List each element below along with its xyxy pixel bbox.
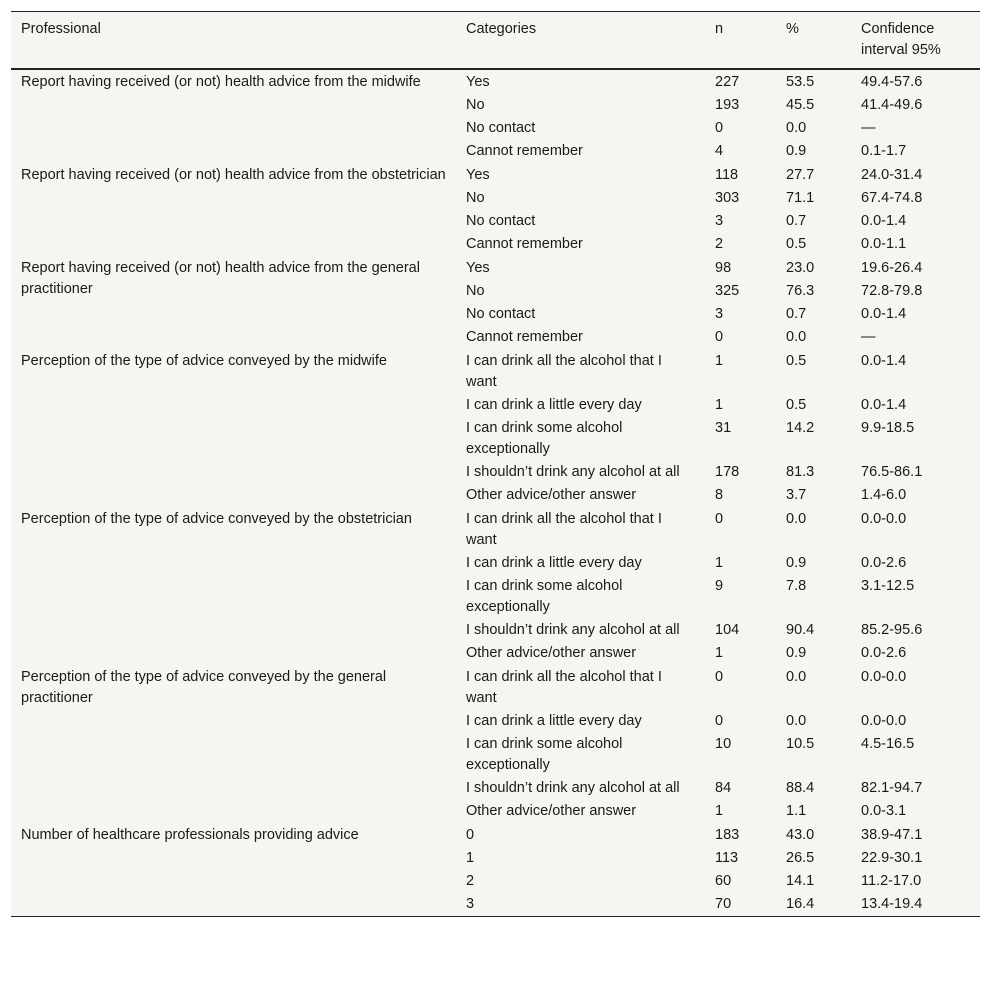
ci-cell: 0.0-2.6 xyxy=(861,555,907,571)
category-cell: I can drink all the alcohol that I want xyxy=(466,353,662,390)
ci-cell: 0.0-3.1 xyxy=(861,803,907,819)
percent-cell: 0.7 xyxy=(786,306,807,322)
percent-cell: 23.0 xyxy=(786,260,815,276)
header-percent: % xyxy=(786,21,799,37)
percent-cell: 0.9 xyxy=(786,645,807,661)
n-cell: 3 xyxy=(715,306,724,322)
ci-cell: 0.0-0.0 xyxy=(861,669,907,685)
category-cell: I can drink some alcohol exceptionally xyxy=(466,578,623,615)
category-cell: Cannot remember xyxy=(466,329,583,345)
category-cell: I can drink a little every day xyxy=(466,397,642,413)
percent-cell: 53.5 xyxy=(786,74,815,90)
n-cell: 0 xyxy=(715,713,724,729)
category-cell: No contact xyxy=(466,120,536,136)
ci-cell: 67.4-74.8 xyxy=(861,190,923,206)
n-cell: 193 xyxy=(715,97,740,113)
ci-cell: 0.0-1.4 xyxy=(861,353,907,369)
n-cell: 31 xyxy=(715,420,732,436)
ci-cell: 0.0-1.4 xyxy=(861,397,907,413)
n-cell: 0 xyxy=(715,120,724,136)
header-row xyxy=(11,12,980,70)
table-row xyxy=(11,256,980,280)
percent-cell: 0.5 xyxy=(786,353,807,369)
ci-cell: 24.0-31.4 xyxy=(861,167,923,183)
header-confidence-interval: Confidence interval 95% xyxy=(861,21,941,58)
percent-cell: 81.3 xyxy=(786,464,815,480)
category-cell: I can drink all the alcohol that I want xyxy=(466,511,662,548)
table-row xyxy=(11,69,980,94)
ci-cell: 0.0-1.4 xyxy=(861,306,907,322)
n-cell: 9 xyxy=(715,578,724,594)
table-header xyxy=(11,12,980,70)
header-categories: Categories xyxy=(466,21,537,37)
ci-cell: 85.2-95.6 xyxy=(861,622,923,638)
category-cell: I shouldn’t drink any alcohol at all xyxy=(466,464,680,480)
ci-cell: 0.0-1.4 xyxy=(861,213,907,229)
ci-cell: 76.5-86.1 xyxy=(861,464,923,480)
category-cell: Other advice/other answer xyxy=(466,645,637,661)
category-cell: Yes xyxy=(466,74,490,90)
ci-cell: 41.4-49.6 xyxy=(861,97,923,113)
category-cell: I shouldn’t drink any alcohol at all xyxy=(466,780,680,796)
table-row xyxy=(11,349,980,394)
n-cell: 1 xyxy=(715,397,724,413)
percent-cell: 10.5 xyxy=(786,736,815,752)
ci-cell: 0.0-2.6 xyxy=(861,645,907,661)
ci-cell: 1.4-6.0 xyxy=(861,487,907,503)
percent-cell: 7.8 xyxy=(786,578,807,594)
header-professional: Professional xyxy=(21,21,101,37)
category-cell: I can drink all the alcohol that I want xyxy=(466,669,662,706)
n-cell: 10 xyxy=(715,736,732,752)
category-cell: Cannot remember xyxy=(466,236,583,252)
group-label: Report having received (or not) health advice from the general practitioner xyxy=(21,260,420,297)
ci-cell: 82.1-94.7 xyxy=(861,780,923,796)
percent-cell: 3.7 xyxy=(786,487,807,503)
percent-cell: 14.1 xyxy=(786,873,815,889)
group-label: Report having received (or not) health advice from the obstetrician xyxy=(21,167,446,183)
advice-table xyxy=(11,11,980,917)
category-cell: 0 xyxy=(466,827,475,843)
table-row xyxy=(11,665,980,710)
n-cell: 227 xyxy=(715,74,740,90)
percent-cell: 0.9 xyxy=(786,555,807,571)
table-body xyxy=(11,69,980,917)
n-cell: 3 xyxy=(715,213,724,229)
percent-cell: 90.4 xyxy=(786,622,815,638)
n-cell: 0 xyxy=(715,669,724,685)
percent-cell: 0.5 xyxy=(786,397,807,413)
header-n: n xyxy=(715,21,724,37)
ci-cell: 0.0-0.0 xyxy=(861,713,907,729)
category-cell: Cannot remember xyxy=(466,143,583,159)
n-cell: 325 xyxy=(715,283,740,299)
n-cell: 118 xyxy=(715,167,739,183)
ci-cell: 9.9-18.5 xyxy=(861,420,915,436)
table-row xyxy=(11,507,980,552)
category-cell: I can drink a little every day xyxy=(466,713,642,729)
percent-cell: 16.4 xyxy=(786,896,815,912)
percent-cell: 45.5 xyxy=(786,97,815,113)
percent-cell: 0.0 xyxy=(786,329,807,345)
group-label: Report having received (or not) health advice from the midwife xyxy=(21,74,421,90)
percent-cell: 88.4 xyxy=(786,780,815,796)
category-cell: 1 xyxy=(466,850,475,866)
n-cell: 2 xyxy=(715,236,724,252)
category-cell: 3 xyxy=(466,896,475,912)
ci-cell: 38.9-47.1 xyxy=(861,827,923,843)
category-cell: I can drink some alcohol exceptionally xyxy=(466,420,623,457)
ci-cell: 19.6-26.4 xyxy=(861,260,923,276)
n-cell: 4 xyxy=(715,143,724,159)
n-cell: 1 xyxy=(715,353,724,369)
advice-table-container xyxy=(11,11,980,917)
percent-cell: 26.5 xyxy=(786,850,815,866)
n-cell: 0 xyxy=(715,329,724,345)
ci-cell: 13.4-19.4 xyxy=(861,896,923,912)
category-cell: Yes xyxy=(466,260,490,276)
percent-cell: 0.0 xyxy=(786,511,807,527)
percent-cell: 1.1 xyxy=(786,803,807,819)
ci-cell: 0.1-1.7 xyxy=(861,143,907,159)
ci-cell: 4.5-16.5 xyxy=(861,736,915,752)
n-cell: 1 xyxy=(715,803,724,819)
table-row xyxy=(11,823,980,847)
percent-cell: 76.3 xyxy=(786,283,815,299)
percent-cell: 0.0 xyxy=(786,669,807,685)
table-row xyxy=(11,163,980,187)
ci-cell: 0.0-1.1 xyxy=(861,236,907,252)
n-cell: 1 xyxy=(715,645,724,661)
group-label: Number of healthcare professionals providing advice xyxy=(21,827,359,843)
group-label: Perception of the type of advice conveyed by the obstetrician xyxy=(21,511,412,527)
group-label: Perception of the type of advice conveyed by the midwife xyxy=(21,353,387,369)
category-cell: I shouldn’t drink any alcohol at all xyxy=(466,622,680,638)
ci-cell: 3.1-12.5 xyxy=(861,578,915,594)
ci-cell: 22.9-30.1 xyxy=(861,850,923,866)
category-cell: No xyxy=(466,97,485,113)
percent-cell: 0.5 xyxy=(786,236,807,252)
category-cell: No xyxy=(466,283,485,299)
ci-cell: 11.2-17.0 xyxy=(861,873,922,889)
category-cell: 2 xyxy=(466,873,475,889)
group-label: Perception of the type of advice conveyed by the general practitioner xyxy=(21,669,387,706)
percent-cell: 0.9 xyxy=(786,143,807,159)
category-cell: No contact xyxy=(466,306,536,322)
ci-cell: — xyxy=(861,329,876,345)
n-cell: 70 xyxy=(715,896,732,912)
category-cell: No contact xyxy=(466,213,536,229)
category-cell: Other advice/other answer xyxy=(466,803,637,819)
n-cell: 60 xyxy=(715,873,732,889)
percent-cell: 0.0 xyxy=(786,120,807,136)
category-cell: Yes xyxy=(466,167,490,183)
percent-cell: 43.0 xyxy=(786,827,815,843)
percent-cell: 0.7 xyxy=(786,213,807,229)
ci-cell: 72.8-79.8 xyxy=(861,283,923,299)
n-cell: 0 xyxy=(715,511,724,527)
ci-cell: — xyxy=(861,120,876,136)
n-cell: 104 xyxy=(715,622,740,638)
n-cell: 84 xyxy=(715,780,732,796)
category-cell: No xyxy=(466,190,485,206)
n-cell: 8 xyxy=(715,487,724,503)
ci-cell: 49.4-57.6 xyxy=(861,74,923,90)
n-cell: 183 xyxy=(715,827,740,843)
n-cell: 1 xyxy=(715,555,724,571)
percent-cell: 71.1 xyxy=(786,190,815,206)
percent-cell: 14.2 xyxy=(786,420,815,436)
category-cell: I can drink some alcohol exceptionally xyxy=(466,736,623,773)
percent-cell: 27.7 xyxy=(786,167,815,183)
n-cell: 113 xyxy=(715,850,739,866)
n-cell: 178 xyxy=(715,464,740,480)
n-cell: 303 xyxy=(715,190,740,206)
n-cell: 98 xyxy=(715,260,732,276)
category-cell: I can drink a little every day xyxy=(466,555,642,571)
percent-cell: 0.0 xyxy=(786,713,807,729)
category-cell: Other advice/other answer xyxy=(466,487,637,503)
ci-cell: 0.0-0.0 xyxy=(861,511,907,527)
